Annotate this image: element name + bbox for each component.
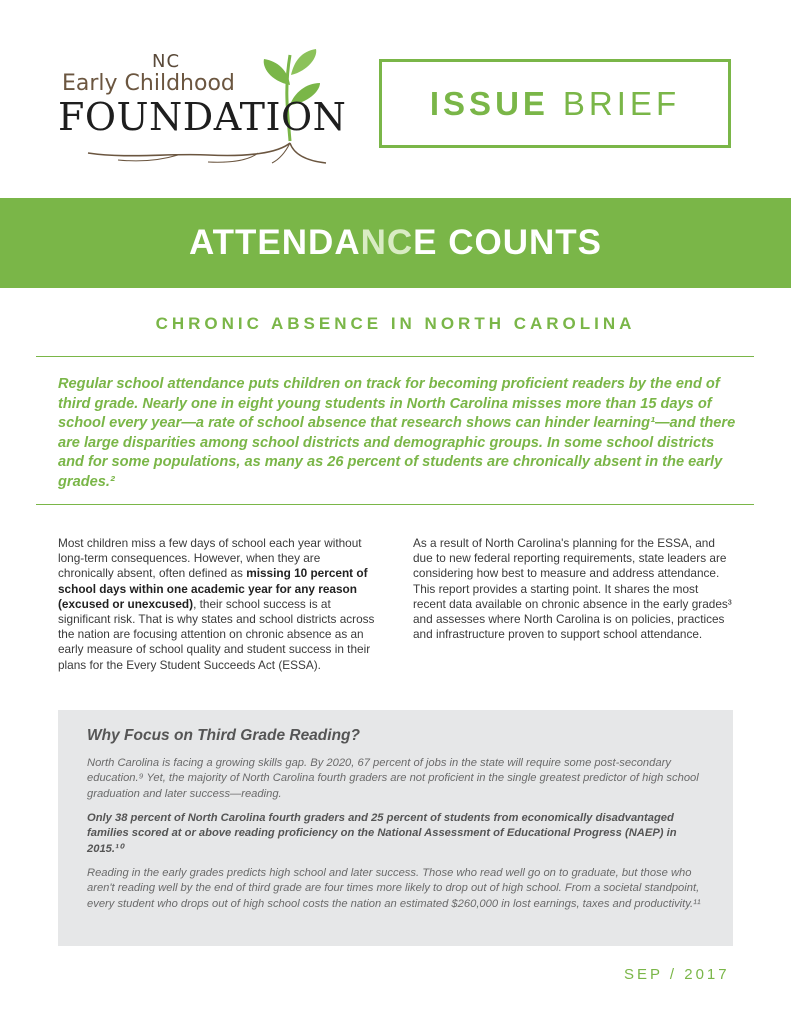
foundation-logo [58,45,348,165]
sidebar-paragraph-2: Only 38 percent of North Carolina fourth graders and 25 percent of students from economically disadvantaged families scored at or above reading proficiency on the National Assessment of Educational Progress (NAEP) in 2015.¹⁰ [87,812,677,855]
col1-bold-definition: missing 10 percent of school days within one academic year for any reason (excused or unexcused) [58,566,368,611]
body-column-right: As a result of North Carolina's planning for the ESSA, and due to new federal reporting requirements, state leaders are considering how best to measure and address attendance. This report provides a starting point. It shares the most recent data available on chronic absence in the early grades³ and assesses where North Carolina is on policies, practices and infrastructure proven to support school attendance. [413,536,732,642]
col1-text-a: Most children miss a few days of school each year without long-term consequences. However, when they are chronically absent, often defined as [58,536,362,581]
body-column-left [58,536,378,673]
page-subtitle: CHRONIC ABSENCE IN NORTH CAROLINA [155,314,636,333]
divider-top [36,356,754,357]
col1-text-b: , their school success is at significant risk. That is why states and school districts across the nation are focusing attention on chronic absence as an early measure of school quality and student success in their plans for the Every Student Succeeds Act (ESSA). [58,596,375,672]
title-part-2: E COUNTS [413,223,603,262]
sidebar-paragraph-1: North Carolina is facing a growing skills gap. By 2020, 67 percent of jobs in the state will require some post-secondary education.⁹ Yet, the majority of North Carolina fourth graders are not proficient in the single greatest predictor of high school graduation and later success—reading. [87,757,699,800]
issue-brief-box [379,59,731,148]
page-title [189,223,602,263]
logo-early-childhood: Early Childhood [62,71,235,96]
issue-label: ISSUE [429,84,549,122]
intro-paragraph: Regular school attendance puts children on track for becoming proficient readers by the end of third grade. Nearly one in eight young students in North Carolina misses more than 15 days of school every year—a rate of school absence that research shows can hinder learning¹—and there are large disparities among school districts and demographic groups. In some school districts and for some populations, as many as 26 percent of students are chronically absent in the early grades.² [58,376,736,490]
divider-bottom [36,504,754,505]
title-nc-highlight: NC [360,223,414,262]
publication-date: SEP / 2017 [624,966,730,983]
title-part-1: ATTENDA [188,223,361,262]
brief-label: BRIEF [562,84,681,122]
logo-foundation: FOUNDATION [58,95,347,139]
logo-nc: NC [152,51,181,72]
sidebar-paragraph-3: Reading in the early grades predicts high school and later success. Those who read well go on to graduate, but those who aren't reading well by the end of third grade are four times more likely to drop out of high school. From a societal standpoint, every student who drops out of high school costs the nation an estimated $260,000 in lost earnings, taxes and productivity.¹¹ [87,867,701,910]
sidebar-title: Why Focus on Third Grade Reading? [87,727,360,744]
sidebar-box [58,710,733,946]
title-banner [0,198,791,288]
